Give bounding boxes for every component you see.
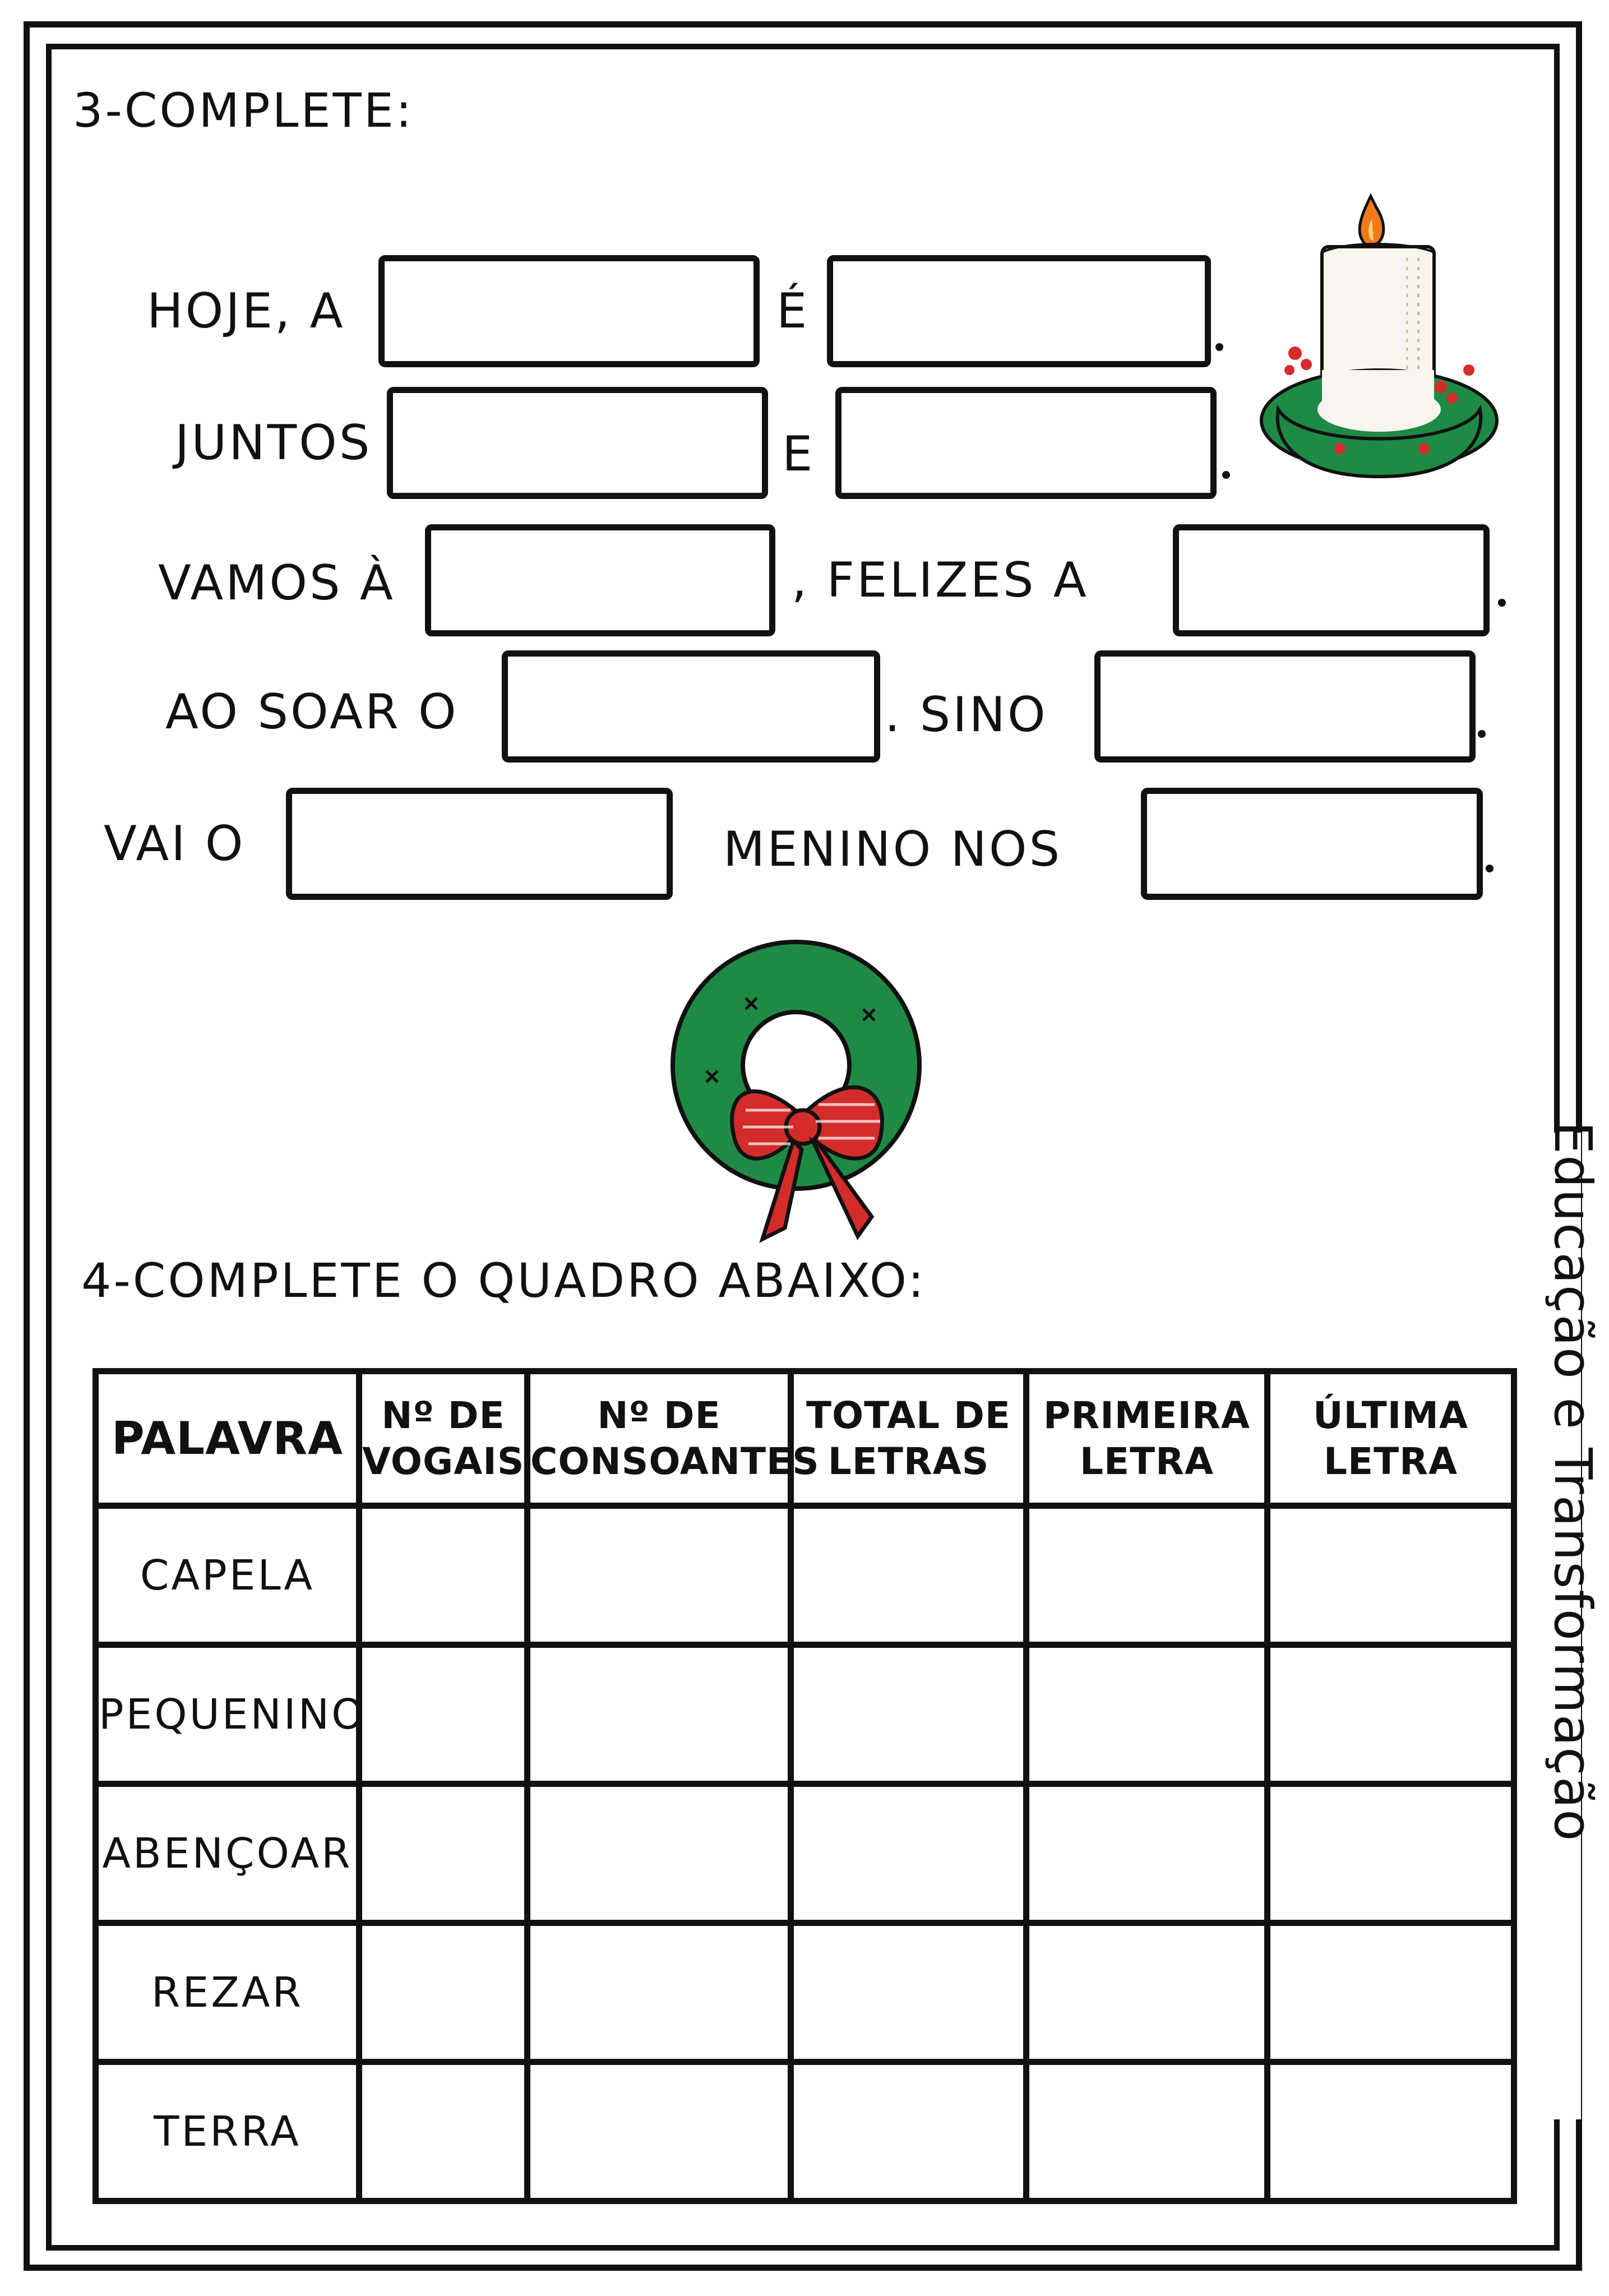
word-cell: TERRA (96, 2062, 359, 2201)
table-row (96, 1645, 1514, 1784)
table-row (96, 1923, 1514, 2062)
header-primeira-letra: PRIMEIRA LETRA (1027, 1371, 1268, 1506)
line2-left-text: JUNTOS (175, 415, 372, 471)
blank-box-2a[interactable] (387, 387, 768, 499)
line3-middle-text: , FELIZES A (792, 552, 1089, 608)
answer-cell[interactable] (1027, 1784, 1268, 1923)
answer-cell[interactable] (791, 1645, 1027, 1784)
period (1498, 599, 1506, 607)
answer-cell[interactable] (791, 1506, 1027, 1645)
line2-middle-text: E (782, 426, 815, 482)
header-ultima-letra: ÚLTIMA LETRA (1268, 1371, 1514, 1506)
header-palavra: PALAVRA (96, 1371, 359, 1506)
answer-cell[interactable] (1027, 1645, 1268, 1784)
christmas-wreath-icon (650, 925, 953, 1250)
answer-cell[interactable] (1027, 1506, 1268, 1645)
answer-cell[interactable] (359, 1784, 528, 1923)
blank-box-4a[interactable] (502, 650, 880, 763)
word-analysis-table (93, 1368, 1517, 2204)
blank-box-4b[interactable] (1094, 650, 1476, 763)
answer-cell[interactable] (791, 1923, 1027, 2062)
line3-left-text: VAMOS À (158, 555, 395, 611)
line4-middle-text: . SINO (885, 687, 1048, 743)
answer-cell[interactable] (1027, 1923, 1268, 2062)
answer-cell[interactable] (359, 1923, 528, 2062)
table-header-row (96, 1371, 1514, 1506)
line1-middle-text: É (776, 283, 810, 339)
blank-box-2b[interactable] (835, 387, 1217, 499)
word-cell: PEQUENINO (96, 1645, 359, 1784)
word-cell: REZAR (96, 1923, 359, 2062)
answer-cell[interactable] (1268, 2062, 1514, 2201)
table-row (96, 2062, 1514, 2201)
period (1222, 471, 1230, 479)
header-consoantes: Nº DE CONSOANTES (528, 1371, 791, 1506)
advent-candle-icon (1256, 185, 1502, 499)
answer-cell[interactable] (528, 1645, 791, 1784)
section3-heading: 3-COMPLETE: (73, 83, 414, 138)
answer-cell[interactable] (528, 2062, 791, 2201)
answer-cell[interactable] (791, 2062, 1027, 2201)
blank-box-5a[interactable] (286, 788, 673, 900)
line1-left-text: HOJE, A (147, 283, 345, 339)
section4-heading: 4-COMPLETE O QUADRO ABAIXO: (81, 1253, 926, 1308)
period (1215, 343, 1223, 351)
line5-left-text: VAI O (104, 816, 246, 872)
answer-cell[interactable] (359, 1506, 528, 1645)
header-vogais: Nº DE VOGAIS (359, 1371, 528, 1506)
answer-cell[interactable] (528, 1784, 791, 1923)
answer-cell[interactable] (528, 1923, 791, 2062)
word-cell: CAPELA (96, 1506, 359, 1645)
answer-cell[interactable] (359, 2062, 528, 2201)
blank-box-5b[interactable] (1141, 788, 1483, 900)
answer-cell[interactable] (791, 1784, 1027, 1923)
answer-cell[interactable] (1268, 1645, 1514, 1784)
table-row (96, 1784, 1514, 1923)
side-watermark-text: Educação e Transformação (1543, 1121, 1603, 1842)
blank-box-3a[interactable] (425, 524, 775, 636)
word-cell: ABENÇOAR (96, 1784, 359, 1923)
answer-cell[interactable] (1268, 1506, 1514, 1645)
line5-middle-text: MENINO NOS (723, 821, 1062, 877)
blank-box-1b[interactable] (827, 255, 1211, 367)
answer-cell[interactable] (359, 1645, 528, 1784)
answer-cell[interactable] (528, 1506, 791, 1645)
header-total-letras: TOTAL DE LETRAS (791, 1371, 1027, 1506)
table-row (96, 1506, 1514, 1645)
answer-cell[interactable] (1268, 1923, 1514, 2062)
line4-left-text: AO SOAR O (165, 684, 459, 740)
blank-box-1a[interactable] (378, 255, 760, 367)
period (1478, 730, 1486, 738)
period (1486, 865, 1494, 872)
answer-cell[interactable] (1027, 2062, 1268, 2201)
blank-box-3b[interactable] (1173, 524, 1490, 636)
answer-cell[interactable] (1268, 1784, 1514, 1923)
